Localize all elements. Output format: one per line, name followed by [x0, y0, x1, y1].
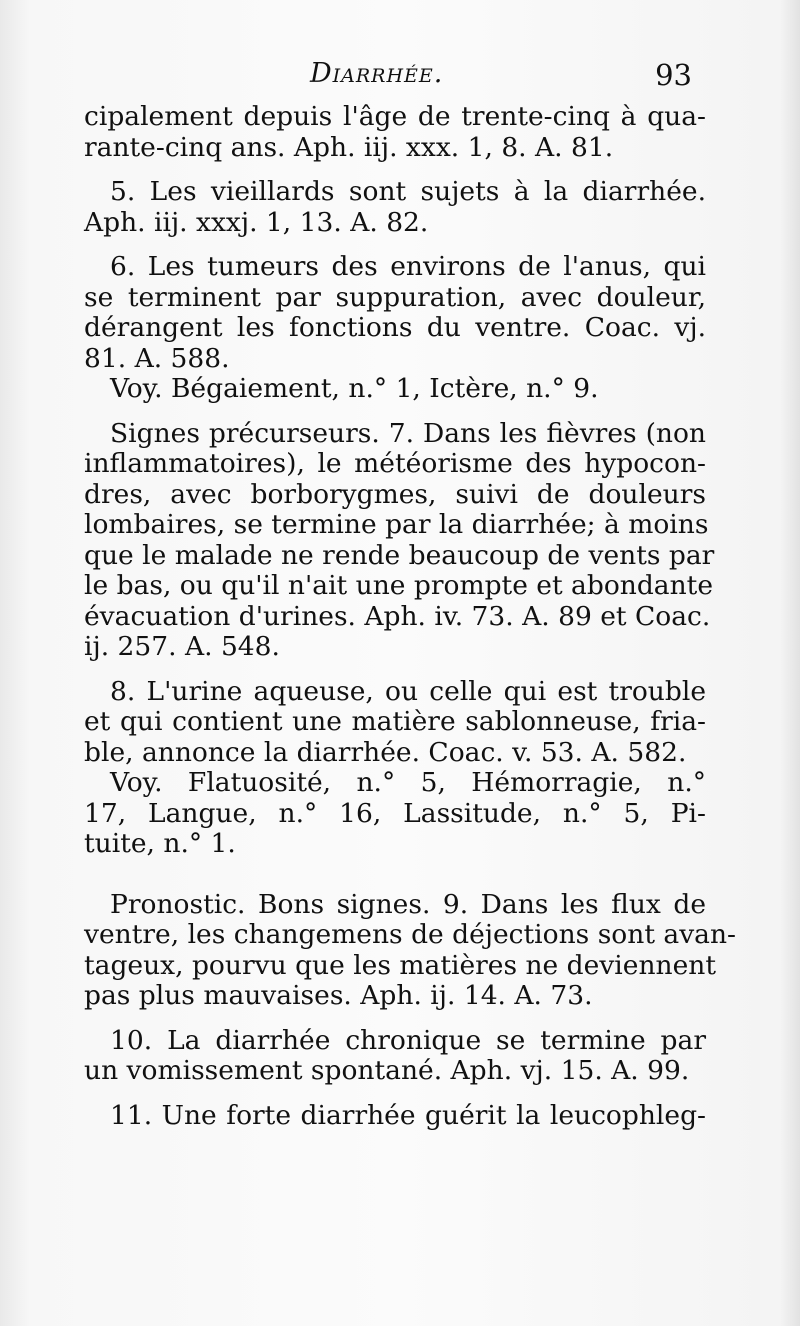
text-line: 10. La diarrhée chronique se termine par [110, 1024, 706, 1056]
text-line: tuite, n.° 1. [84, 828, 236, 859]
text-line: 8. L'urine aqueuse, ou celle qui est trouble [110, 675, 706, 707]
text-line: pas plus mauvaises. Aph. ij. 14. A. 73. [84, 980, 593, 1011]
text-line: ventre, les changemens de déjections sont avan- [84, 919, 736, 950]
text-line: Voy. Flatuosité, n.° 5, Hémorragie, n.° [110, 767, 706, 798]
paragraph-11 [84, 1101, 706, 1132]
text-line: 5. Les vieillards sont sujets à la diarrhée. [110, 176, 706, 207]
body-text [84, 101, 736, 1131]
text-line: se terminent par suppuration, avec douleur, [84, 281, 706, 313]
text-line: Pronostic. Bons signes. 9. Dans les flux de [110, 888, 706, 920]
text-line: Aph. iij. xxxj. 1, 13. A. 82. [84, 206, 429, 238]
paragraph-6 [84, 252, 706, 374]
text-line: cipalement depuis l'âge de trente-cinq à qua- [84, 101, 706, 132]
text-line: ij. 257. A. 548. [84, 631, 280, 662]
text-line: 6. Les tumeurs des environs de l'anus, qui [110, 251, 706, 282]
running-head: Diarrhée. [310, 58, 444, 89]
paragraph-5 [84, 177, 706, 238]
text-line: 11. Une forte diarrhée guérit la leucophleg- [110, 1099, 706, 1131]
text-line: dres, avec borborygmes, suivi de douleurs [84, 478, 706, 510]
text-line: Voy. Bégaiement, n.° 1, Ictère, n.° 9. [110, 373, 599, 404]
text-line: un vomissement spontané. Aph. vj. 15. A. 99. [84, 1055, 690, 1086]
text-line: 17, Langue, n.° 16, Lassitude, n.° 5, Pi- [84, 797, 706, 829]
text-line: lombaires, se termine par la diarrhée; à moins [84, 509, 709, 540]
paragraph-continuation [84, 102, 706, 163]
text-line: dérangent les fonctions du ventre. Coac. vj. [84, 312, 706, 343]
paragraph-8 [84, 677, 706, 769]
text-line: le bas, ou qu'il n'ait une prompte et abondante [84, 570, 713, 601]
paragraph-7 [84, 417, 715, 663]
cross-reference [84, 768, 706, 860]
text-line: tageux, pourvu que les matières ne deviennent [84, 949, 716, 981]
text-line: inflammatoires), le météorisme des hypocon- [84, 448, 706, 479]
text-line: et qui contient une matière sablonneuse, fria- [84, 706, 706, 737]
text-line: Signes précurseurs. 7. Dans les fièvres (non [110, 417, 706, 449]
text-line: 81. A. 588. [84, 342, 230, 374]
cross-reference [84, 374, 706, 405]
paragraph-9 [84, 888, 736, 1012]
page-header [0, 58, 800, 98]
paragraph-10 [84, 1026, 706, 1087]
text-line: que le malade ne rende beaucoup de vents par [84, 539, 715, 571]
text-line: rante-cinq ans. Aph. iij. xxx. 1, 8. A. 81. [84, 131, 614, 163]
text-line: ble, annonce la diarrhée. Coac. v. 53. A. 582. [84, 736, 687, 768]
text-line: évacuation d'urines. Aph. iv. 73. A. 89 et Coac. [84, 600, 711, 632]
page-number: 93 [655, 58, 692, 92]
